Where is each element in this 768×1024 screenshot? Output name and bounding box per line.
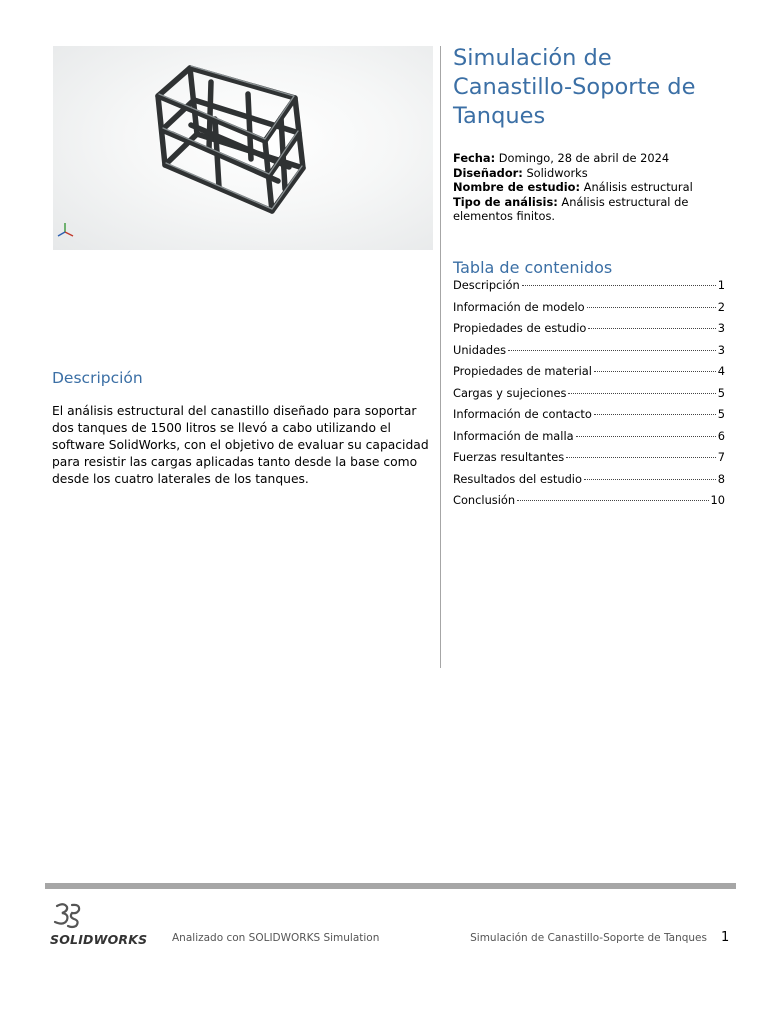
toc-item-label: Descripción	[453, 278, 520, 292]
meta-value: Domingo, 28 de abril de 2024	[498, 151, 670, 165]
toc-page-number: 7	[717, 450, 725, 464]
toc-page-number: 6	[717, 428, 725, 443]
toc-leader-dots	[568, 393, 715, 394]
meta-label: Nombre de estudio:	[453, 180, 581, 195]
toc-item-label: Resultados del estudio	[453, 471, 582, 486]
toc-page-number: 2	[717, 299, 725, 314]
meta-value: Análisis estructural de elementos finitos.	[453, 194, 689, 224]
toc-item-label: Fuerzas resultantes	[453, 450, 565, 464]
toc-leader-dots	[576, 436, 716, 437]
meta-label: Diseñador:	[453, 165, 523, 180]
toc-leader-dots	[508, 350, 716, 351]
toc-leader-dots	[588, 328, 715, 329]
footer-analyzed-with: Analizado con SOLIDWORKS Simulation	[172, 932, 380, 944]
description-paragraph: El análisis estructural del canastillo diseñado para soportar dos tanques de 1500 litros se llevó a cabo utilizando el software SolidWorks, con el objetivo de evaluar su capacidad para resistir las cargas aplicadas tanto desde la base como desde los cuatro laterales de los tanques.	[52, 404, 429, 486]
toc-item-label: Propiedades de material	[453, 364, 592, 378]
meta-tipo-analisis	[453, 195, 693, 224]
footer-rule	[45, 883, 736, 889]
toc-item-informacion-contacto[interactable]	[453, 407, 725, 423]
toc-item-descripcion[interactable]	[453, 278, 725, 294]
toc-item-resultados-estudio[interactable]	[453, 472, 725, 488]
meta-disenador	[453, 166, 693, 181]
footer-document-title: Simulación de Canastillo-Soporte de Tanques	[470, 932, 707, 944]
toc-leader-dots	[522, 285, 716, 286]
toc-item-label: Información de malla	[453, 428, 574, 443]
meta-fecha	[453, 151, 693, 166]
toc-page-number: 8	[717, 471, 725, 486]
toc-item-label: Propiedades de estudio	[453, 321, 587, 335]
description-heading: Descripción	[52, 369, 143, 387]
toc-page-number: 10	[710, 493, 725, 507]
toc-item-informacion-modelo[interactable]	[453, 300, 725, 316]
logo-wordmark: SOLIDWORKS	[50, 932, 148, 947]
toc-page-number: 3	[717, 342, 725, 357]
toc-heading: Tabla de contenidos	[453, 258, 613, 277]
toc-item-label: Cargas y sujeciones	[453, 385, 567, 400]
toc-item-propiedades-material[interactable]	[453, 364, 725, 380]
document-meta	[453, 151, 693, 224]
toc-page-number: 5	[717, 385, 725, 400]
toc-page-number: 4	[717, 364, 725, 378]
meta-value: Solidworks	[526, 165, 588, 180]
toc-item-label: Información de contacto	[453, 407, 592, 421]
meta-label: Tipo de análisis:	[453, 194, 558, 209]
toc-leader-dots	[584, 479, 716, 480]
toc-item-fuerzas-resultantes[interactable]	[453, 450, 725, 466]
toc-item-label: Información de modelo	[453, 299, 585, 314]
toc-leader-dots	[566, 457, 716, 458]
document-title: Simulación de Canastillo-Soporte de Tanques	[453, 45, 696, 129]
toc-page-number: 5	[717, 407, 725, 421]
toc-item-label: Conclusión	[453, 493, 516, 507]
toc-leader-dots	[594, 414, 716, 415]
model-render-image	[53, 46, 433, 250]
toc-item-propiedades-estudio[interactable]	[453, 321, 725, 337]
page-number: 1	[721, 930, 730, 945]
canastillo-frame-drawing	[53, 46, 433, 250]
toc-leader-dots	[594, 371, 716, 372]
meta-label: Fecha:	[453, 151, 496, 165]
toc-item-label: Unidades	[453, 342, 507, 357]
meta-value: Análisis estructural	[583, 180, 693, 195]
toc-item-unidades[interactable]	[453, 343, 725, 359]
toc-page-number: 1	[717, 278, 725, 292]
meta-nombre-estudio	[453, 180, 693, 195]
toc-item-conclusion[interactable]	[453, 493, 725, 509]
solidworks-logo	[50, 900, 160, 950]
column-separator	[440, 46, 441, 668]
solidworks-3ds-logo-icon	[52, 900, 86, 930]
toc-page-number: 3	[717, 321, 725, 335]
toc-item-cargas-sujeciones[interactable]	[453, 386, 725, 402]
toc-leader-dots	[517, 500, 708, 501]
axis-triad-icon	[55, 220, 77, 242]
toc-item-informacion-malla[interactable]	[453, 429, 725, 445]
toc-leader-dots	[587, 307, 716, 308]
